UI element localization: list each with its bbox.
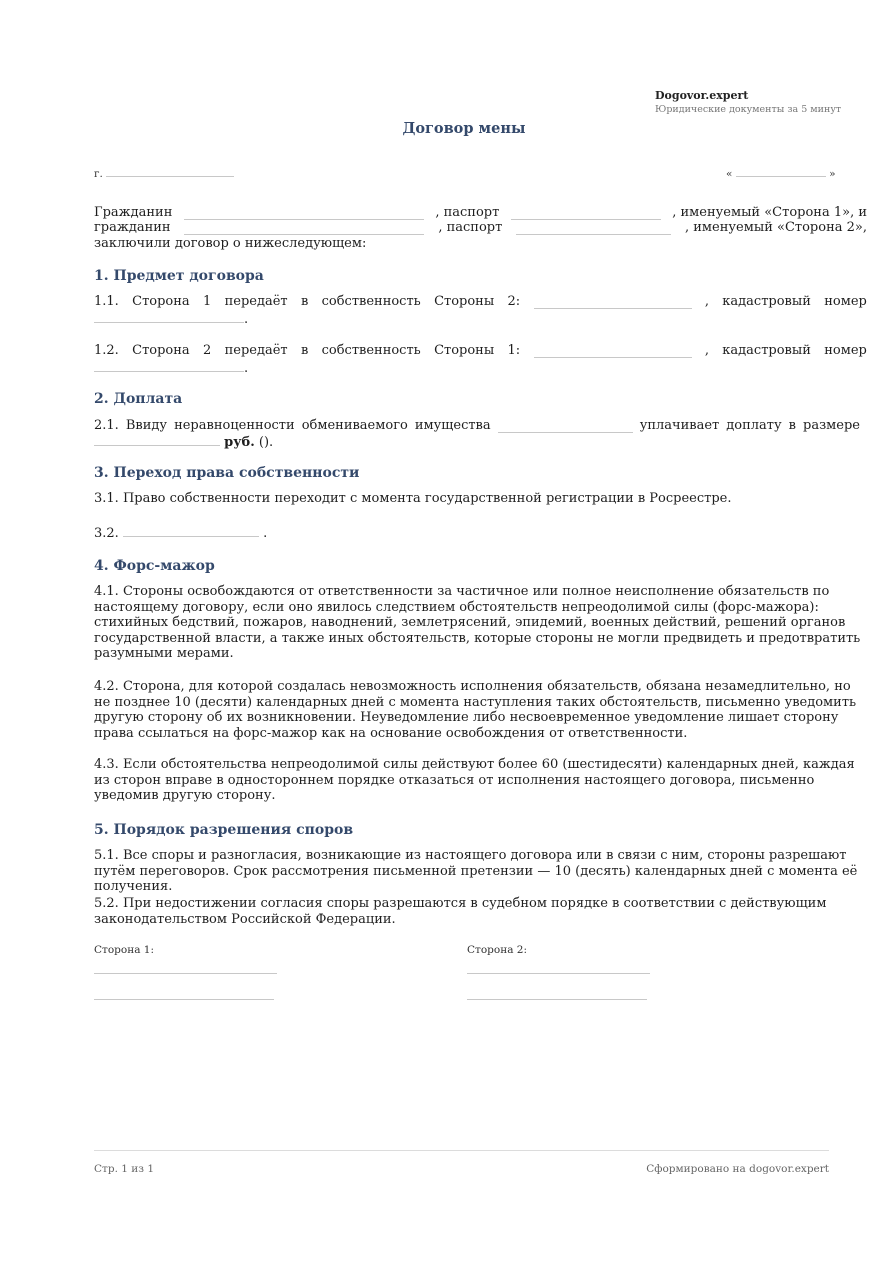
party2-passport-label: , паспорт <box>438 220 503 235</box>
party2-passport-blank <box>516 223 671 235</box>
word: 1.1. <box>94 294 119 309</box>
amount-blank <box>94 434 220 446</box>
party1-named: , именуемый «Сторона 1», и <box>672 205 867 220</box>
date-blank <box>736 165 826 177</box>
city-blank <box>106 165 234 177</box>
clause-4-2: 4.2. Сторона, для которой создалась невозможность исполнения обязательств, обязана незамедлительно, но не позднее 10 (десяти) календарных дней с момента наступления таких обстоятельств, письменно уведомить другую сторону об их возникновении. Неуведомление либо несвоевременное уведомление лишает сторону права ссылаться на форс-мажор как на основание освобождения от ответственности. <box>94 679 857 741</box>
party1-name-blank <box>184 208 424 220</box>
word: , <box>704 343 709 358</box>
clause-3-2-blank <box>123 525 259 537</box>
party1-name-line <box>94 999 274 1000</box>
party1-passport-label: , паспорт <box>435 205 500 220</box>
generated-note: Сформировано на dogovor.expert <box>646 1163 829 1175</box>
word: 2: <box>507 294 521 309</box>
date-field <box>726 165 836 180</box>
parties-line-1 <box>94 205 867 220</box>
word: собственность <box>321 343 421 358</box>
word: Сторона <box>132 294 190 309</box>
word: 1.2. <box>94 343 119 358</box>
word: номер <box>824 343 867 358</box>
word: , <box>704 294 709 309</box>
word: кадастровый <box>722 343 811 358</box>
clause-4-3: 4.3. Если обстоятельства непреодолимой силы действуют более 60 (шестидесяти) календарных дней, каждая из сторон вправе в одностороннем порядке отказаться от исполнения настоящего договора, письменно уведомив другую сторону. <box>94 757 855 803</box>
city-prefix: г. <box>94 168 103 180</box>
word: Сторона <box>132 343 190 358</box>
cadastral-blank <box>94 360 244 372</box>
cadastral-blank <box>94 311 244 323</box>
clause-4-1: 4.1. Стороны освобождаются от ответственности за частичное или полное неисполнение обязательств по настоящему договору, если оно явилось следствием обстоятельств непреодолимой силы (форс-мажора): стихийных бедствий, пожаров, наводнений, землетрясений, эпидемий, военных действий, решений органов государственной власти, а также иных обстоятельств, которые стороны не могли предвидеть и предотвратить разумными мерами. <box>94 584 861 661</box>
clause-number: 3.2. <box>94 526 119 541</box>
party2-name-blank <box>184 223 424 235</box>
party1-signature-line <box>94 973 277 974</box>
word: Стороны <box>434 343 495 358</box>
period: . <box>263 526 268 541</box>
party2-signature-line <box>467 973 650 974</box>
word: Ввиду <box>125 418 168 433</box>
party2-named: , именуемый «Сторона 2», <box>685 220 867 235</box>
party1-signature-label: Сторона 1: <box>94 944 155 956</box>
word: 2 <box>203 343 212 358</box>
word: в <box>788 418 796 433</box>
party2-lead: гражданин <box>94 220 171 235</box>
party2-name-line <box>467 999 647 1000</box>
word: кадастровый <box>722 294 811 309</box>
word: размере <box>803 418 860 433</box>
word: Стороны <box>434 294 495 309</box>
parties-line-2 <box>94 220 867 235</box>
section-1-heading: 1. Предмет договора <box>94 268 264 284</box>
party1-passport-blank <box>511 208 661 220</box>
clause-3-2 <box>94 525 267 542</box>
word: доплату <box>726 418 782 433</box>
footer-divider <box>94 1150 829 1151</box>
brand-tagline: Юридические документы за 5 минут <box>655 104 842 115</box>
word: имущества <box>414 418 491 433</box>
city-field <box>94 165 234 180</box>
clause-1-2-cont <box>94 360 248 377</box>
word: передаёт <box>224 294 288 309</box>
property-blank <box>534 346 692 358</box>
property-blank <box>534 297 692 309</box>
currency-label: руб. <box>224 435 255 450</box>
parties-line-3: заключили договор о нижеследующем: <box>94 236 367 251</box>
section-2-heading: 2. Доплата <box>94 391 183 407</box>
word: 2.1. <box>94 418 119 433</box>
word: 1: <box>507 343 521 358</box>
clause-1-2 <box>94 343 867 358</box>
amount-words: (). <box>258 435 274 450</box>
section-5-heading: 5. Порядок разрешения споров <box>94 822 354 838</box>
word: номер <box>824 294 867 309</box>
party2-signature-label: Сторона 2: <box>467 944 528 956</box>
date-open-quote: « <box>726 168 733 180</box>
brand-name: Dogovor.expert <box>655 89 749 102</box>
word: передаёт <box>224 343 288 358</box>
clause-1-1-cont <box>94 311 248 328</box>
word: 1 <box>203 294 212 309</box>
period: . <box>244 312 249 327</box>
word: в <box>300 294 309 309</box>
word: обмениваемого <box>301 418 408 433</box>
clause-2-1-cont <box>94 434 273 451</box>
party1-lead: Гражданин <box>94 205 173 220</box>
clause-5-2: 5.2. При недостижении согласия споры разрешаются в судебном порядке в соответствии с действующим законодательством Российской Федерации. <box>94 896 827 927</box>
period: . <box>244 361 249 376</box>
clause-3-1: 3.1. Право собственности переходит с момента государственной регистрации в Росреестре. <box>94 491 732 506</box>
section-3-heading: 3. Переход права собственности <box>94 465 360 481</box>
document-title: Договор мены <box>402 120 526 137</box>
word: собственность <box>321 294 421 309</box>
clause-1-1 <box>94 294 867 309</box>
word: неравноценности <box>174 418 295 433</box>
payer-blank <box>498 421 633 433</box>
section-4-heading: 4. Форс-мажор <box>94 558 215 574</box>
clause-2-1 <box>94 418 860 433</box>
clause-5-1: 5.1. Все споры и разногласия, возникающие из настоящего договора или в связи с ним, стороны разрешают путём переговоров. Срок рассмотрения письменной претензии — 10 (десять) календарных дней с момента её получения. <box>94 848 858 894</box>
word: в <box>300 343 309 358</box>
word: уплачивает <box>639 418 720 433</box>
page-number: Стр. 1 из 1 <box>94 1163 155 1175</box>
date-close-quote: » <box>829 168 836 180</box>
